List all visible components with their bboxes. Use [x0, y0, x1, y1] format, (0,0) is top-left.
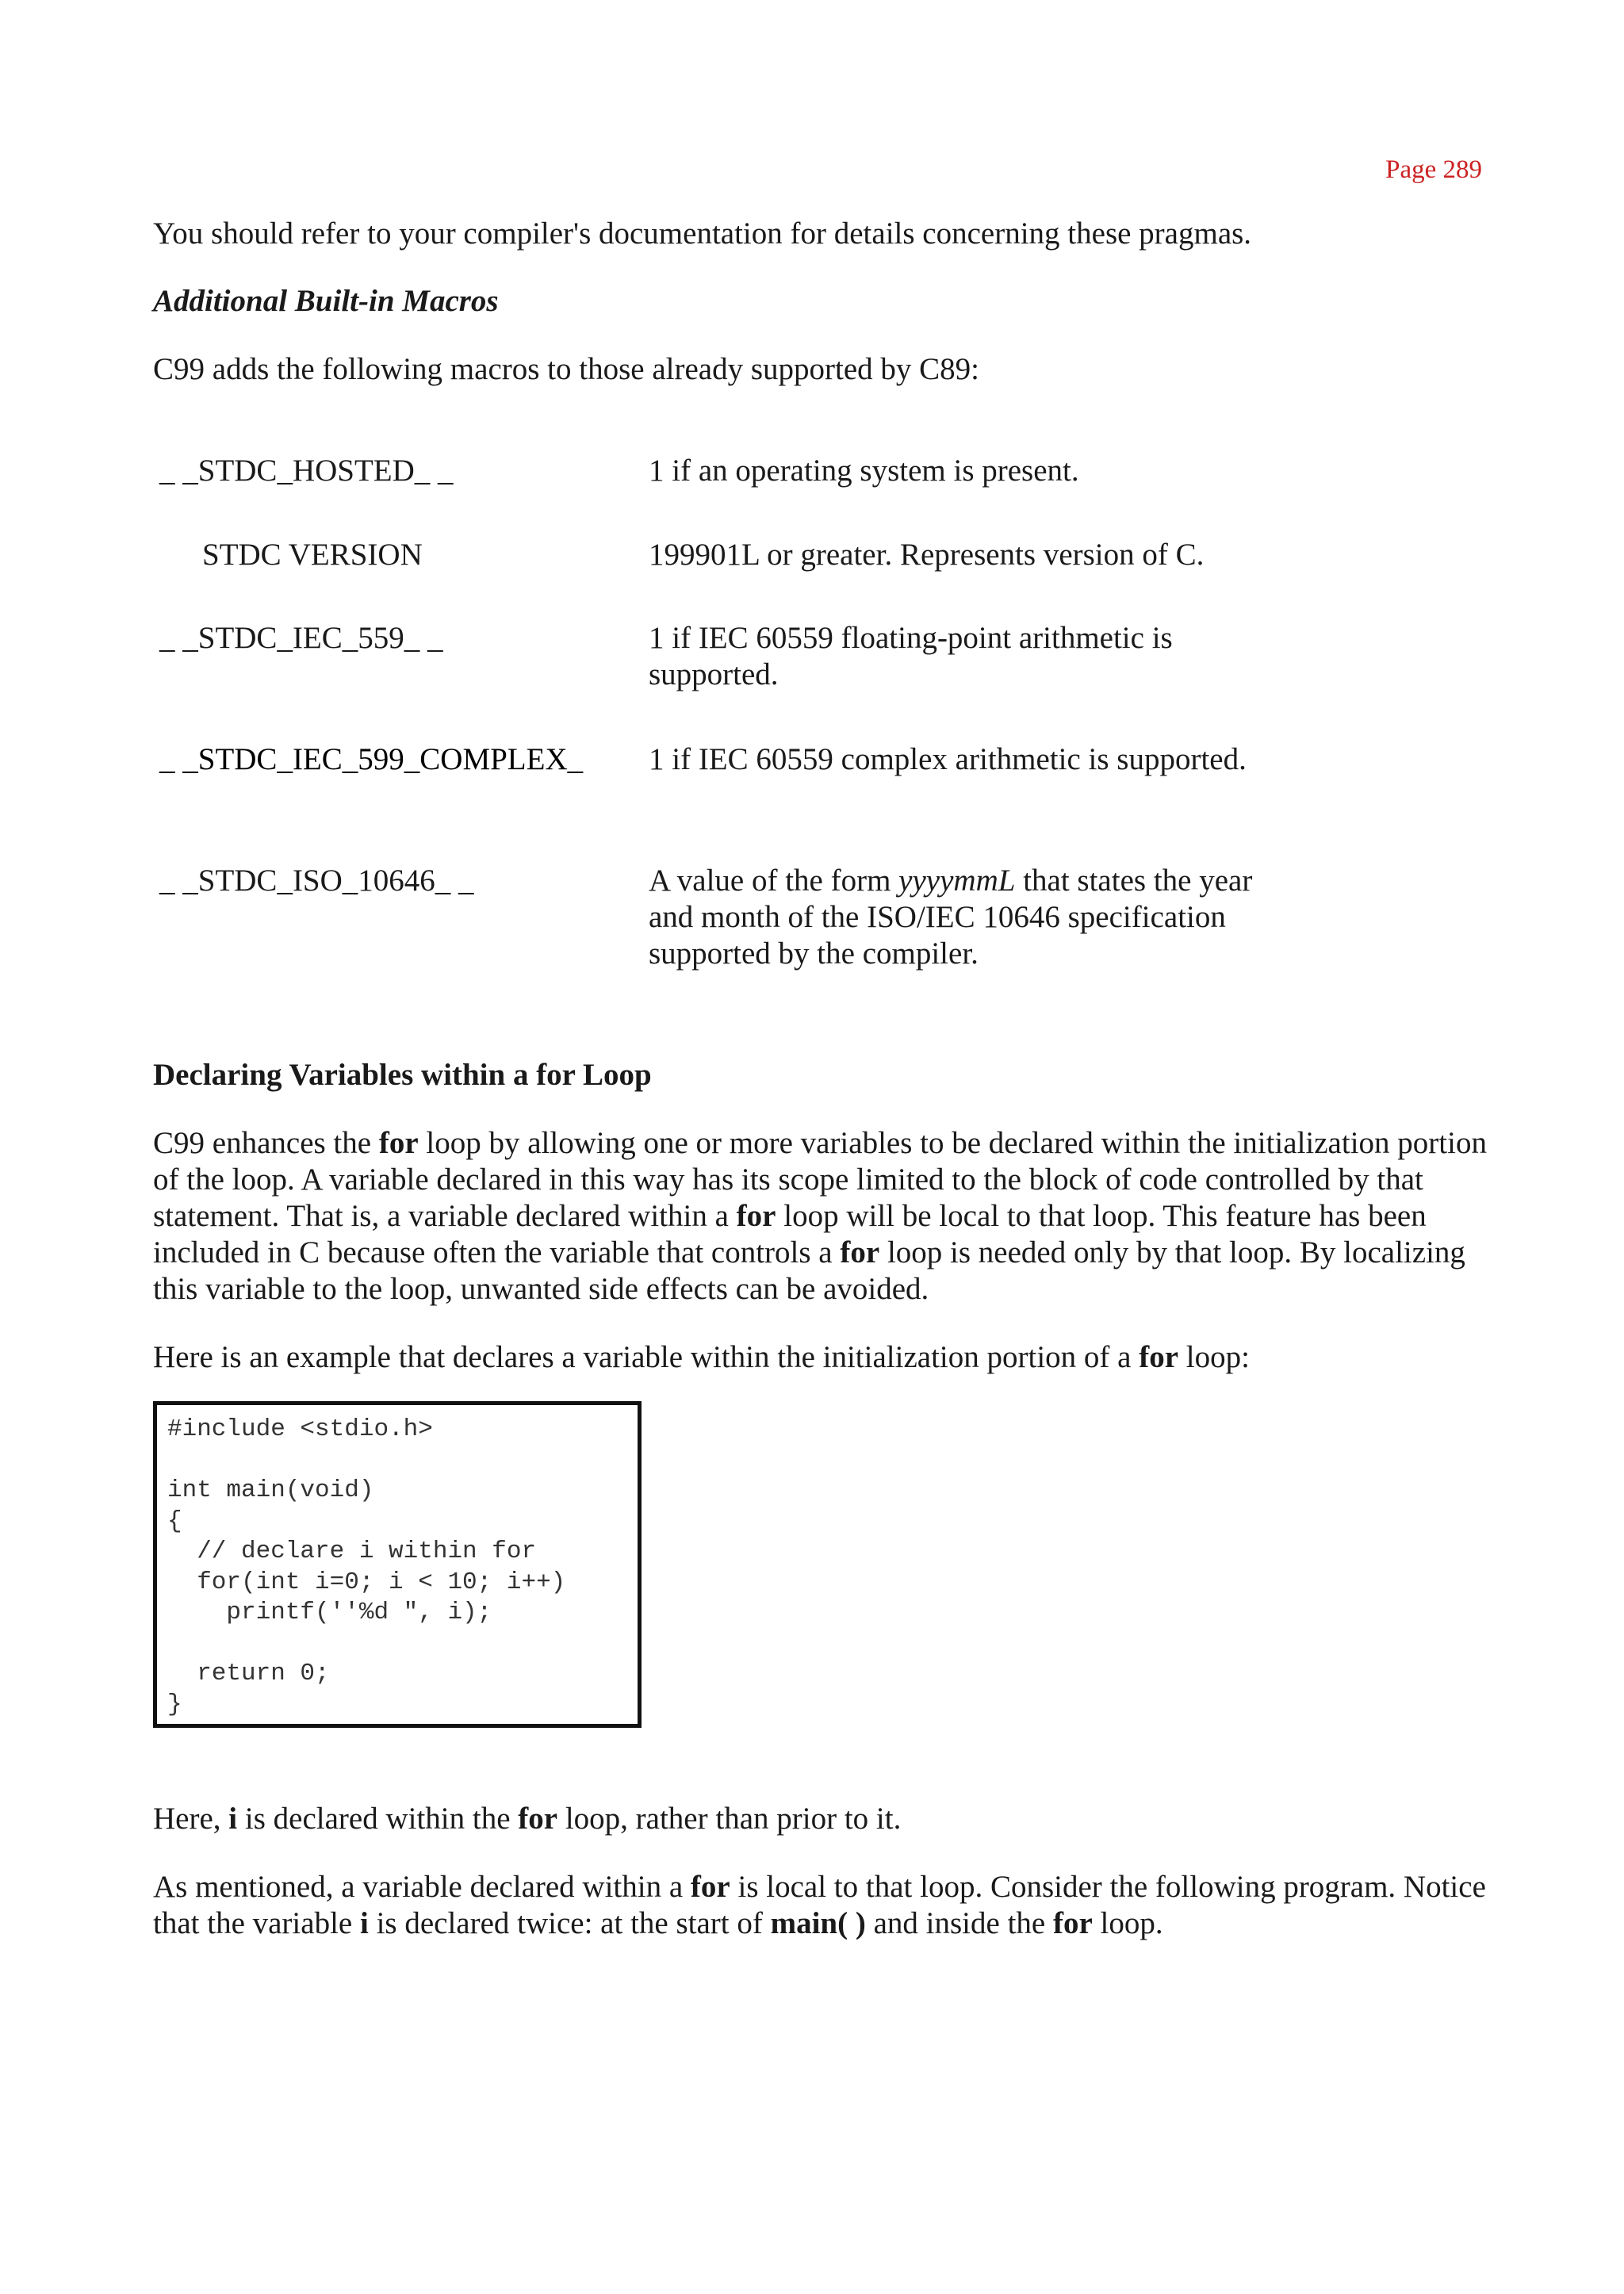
section-heading-for-loop: Declaring Variables within a for Loop: [153, 1058, 652, 1092]
macro-name: _ _STDC_IEC_559_ _: [159, 621, 443, 655]
macro-name: _ _STDC_HOSTED_ _: [159, 454, 454, 488]
code-listing: #include <stdio.h> int main(void) { // declare i within for for(int i=0; i < 10; i++) printf(''%d ", i); return 0; }: [167, 1415, 566, 1718]
macros-intro-paragraph: C99 adds the following macros to those already supported by C89:: [153, 352, 979, 386]
macro-description: A value of the form yyyymmL that states the year and month of the ISO/IEC 10646 specification supported by the compiler.: [649, 864, 1253, 971]
page-number: Page 289: [1385, 155, 1482, 184]
intro-paragraph: You should refer to your compiler's documentation for details concerning these pragmas.: [153, 216, 1252, 251]
macro-description: 199901L or greater. Represents version of C.: [649, 538, 1205, 572]
explanation-paragraph: Here, i is declared within the for loop, rather than prior to it.: [153, 1802, 902, 1836]
macro-name: _ _STDC_ISO_10646_ _: [159, 864, 474, 898]
for-loop-paragraph: C99 enhances the for loop by allowing one or more variables to be declared within the initialization portion of the loop. A variable declared in this way has its scope limited to the block of code controlled by that statement. That is, a variable declared within a for loop will be local to that loop. This feature has been included in C because often the variable that controls a for loop is needed only by that loop. By localizing this variable to the loop, unwanted side effects can be avoided.: [153, 1126, 1487, 1306]
code-listing-box: [153, 1401, 642, 1728]
macro-description: 1 if IEC 60559 complex arithmetic is supported.: [649, 742, 1247, 776]
example-intro-paragraph: Here is an example that declares a variable within the initialization portion of a for loop:: [153, 1340, 1250, 1374]
macro-name: STDC VERSION: [202, 538, 423, 572]
macro-name: _ _STDC_IEC_599_COMPLEX_: [159, 742, 584, 776]
macro-description: 1 if IEC 60559 floating-point arithmetic is supported.: [649, 621, 1173, 691]
section-heading-macros: Additional Built-in Macros: [153, 284, 499, 318]
scope-paragraph: As mentioned, a variable declared within a for is local to that loop. Consider the following program. Notice that the variable i is declared twice: at the start of main( ) and inside the for loop.: [153, 1870, 1486, 1940]
macro-description: 1 if an operating system is present.: [649, 454, 1079, 488]
